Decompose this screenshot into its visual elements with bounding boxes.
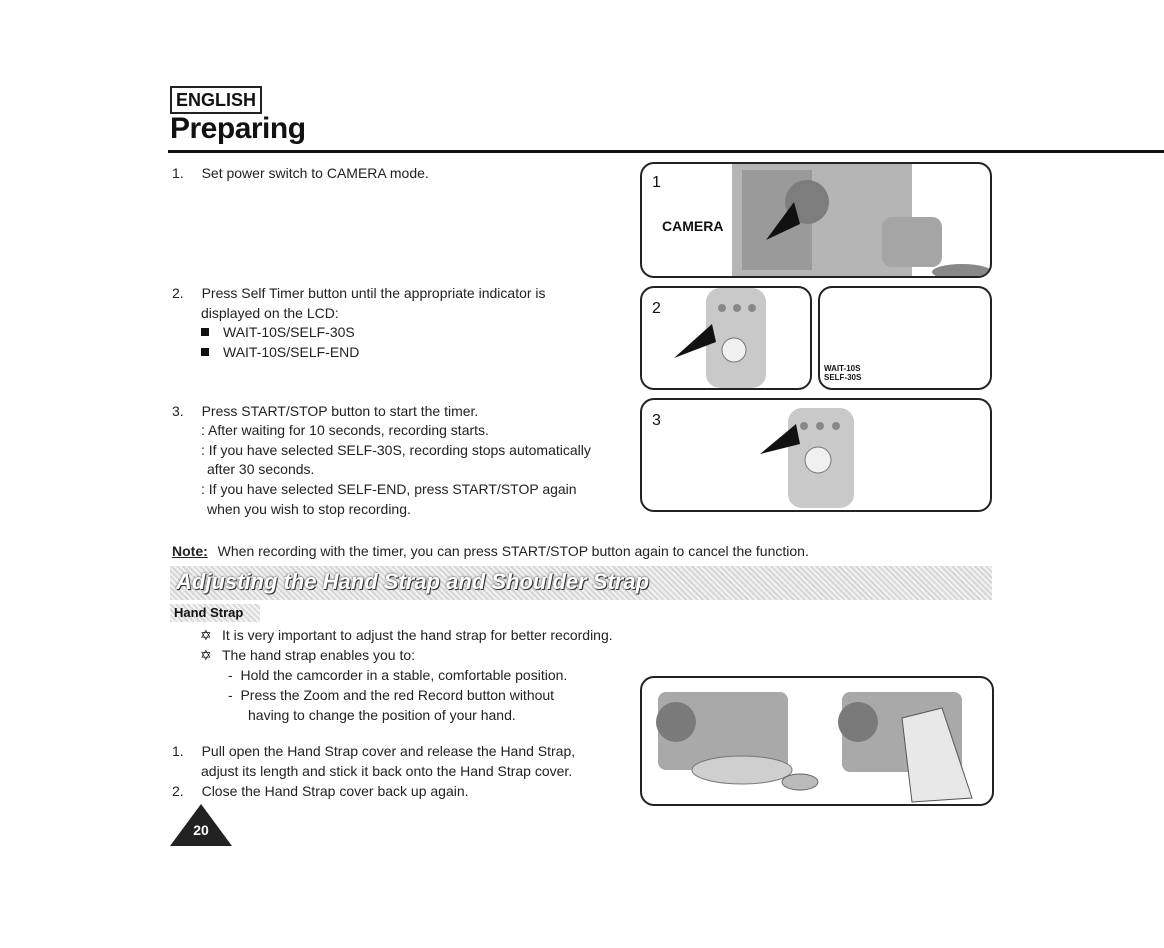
note-text: When recording with the timer, you can press START/STOP button again to cancel the function. xyxy=(217,543,809,559)
figure-2-number: 2 xyxy=(652,300,661,317)
step-3-detail-3: after 30 seconds. xyxy=(207,461,315,477)
lcd-display-figure xyxy=(818,286,992,390)
step-3-detail-5: when you wish to stop recording. xyxy=(207,501,411,517)
page-number: 20 xyxy=(193,822,209,838)
figure-3-number: 3 xyxy=(652,412,661,429)
step-3-detail-4: : If you have selected SELF-END, press START/STOP again xyxy=(201,481,577,497)
camera-mode-label: CAMERA xyxy=(662,218,724,234)
figure-1-camera xyxy=(640,162,992,278)
square-bullet-icon xyxy=(201,328,209,336)
note xyxy=(172,542,809,561)
bullet-2 xyxy=(200,646,415,665)
bullet-text: It is very important to adjust the hand strap for better recording. xyxy=(222,627,613,643)
strap-step-1 xyxy=(172,742,575,761)
hand-strap-figure xyxy=(640,676,994,806)
subsection-title: Hand Strap xyxy=(174,605,244,620)
strap-step-1-num: 1. xyxy=(172,743,184,759)
cross-bullet-icon: ✡ xyxy=(200,647,212,663)
step-2-text-line2: displayed on the LCD: xyxy=(201,305,339,321)
strap-step-2-num: 2. xyxy=(172,783,184,799)
dash-item-2-cont: having to change the position of your hand. xyxy=(248,707,516,723)
remote-control-illustration xyxy=(752,400,882,510)
title-rule xyxy=(168,150,1164,153)
figure-3-remote xyxy=(640,398,992,512)
figure-1-number: 1 xyxy=(652,174,661,191)
lcd-indicator xyxy=(824,364,861,382)
remote-control-illustration xyxy=(672,288,782,388)
strap-step-2 xyxy=(172,782,469,801)
strap-step-1-line1: Pull open the Hand Strap cover and release the Hand Strap, xyxy=(201,743,576,759)
note-label: Note: xyxy=(172,543,208,559)
dash-mark: - xyxy=(228,687,233,703)
option-label: WAIT-10S/SELF-30S xyxy=(223,324,355,340)
step-3 xyxy=(172,402,478,421)
step-1-text: Set power switch to CAMERA mode. xyxy=(201,165,429,181)
dash-item-2 xyxy=(228,686,554,705)
step-2-num: 2. xyxy=(172,285,184,301)
option-label: WAIT-10S/SELF-END xyxy=(223,344,360,360)
step-3-text: Press START/STOP button to start the timer. xyxy=(201,403,479,419)
step-3-num: 3. xyxy=(172,403,184,419)
step-2-option-2 xyxy=(201,343,359,362)
language-label: ENGLISH xyxy=(170,86,262,114)
strap-step-2-text: Close the Hand Strap cover back up again. xyxy=(201,783,469,799)
step-3-detail-2: : If you have selected SELF-30S, recording stops automatically xyxy=(201,442,591,458)
dash-mark: - xyxy=(228,667,233,683)
figure-2-remote xyxy=(640,286,812,390)
lcd-line-1: WAIT-10S xyxy=(824,364,861,373)
section-title: Adjusting the Hand Strap and Shoulder Strap xyxy=(176,569,650,594)
bullet-1 xyxy=(200,626,613,645)
step-2-text-line1: Press Self Timer button until the appropriate indicator is xyxy=(201,285,546,301)
step-1 xyxy=(172,164,429,183)
dash-text: Press the Zoom and the red Record button without xyxy=(240,687,555,703)
dash-text: Hold the camcorder in a stable, comfortable position. xyxy=(240,667,568,683)
bullet-text: The hand strap enables you to: xyxy=(222,647,416,663)
step-2-option-1 xyxy=(201,323,355,342)
step-2 xyxy=(172,284,546,303)
cross-bullet-icon: ✡ xyxy=(200,627,212,643)
hand-strap-illustration xyxy=(642,678,992,804)
dash-item-1 xyxy=(228,666,567,685)
strap-step-1-line2: adjust its length and stick it back onto the Hand Strap cover. xyxy=(201,763,573,779)
step-3-detail-1: : After waiting for 10 seconds, recording starts. xyxy=(201,422,489,438)
camcorder-illustration xyxy=(732,162,992,278)
lcd-line-2: SELF-30S xyxy=(824,373,862,382)
step-1-num: 1. xyxy=(172,165,184,181)
square-bullet-icon xyxy=(201,348,209,356)
page-title: Preparing xyxy=(170,112,306,145)
